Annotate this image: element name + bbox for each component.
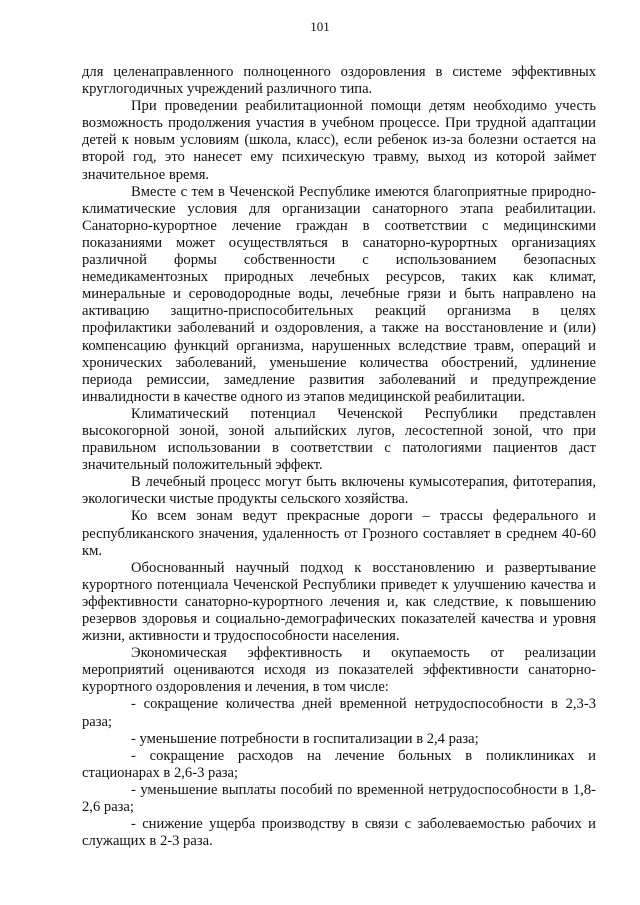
- paragraph: Обоснованный научный подход к восстановлению и развертывание курортного потенциала Чеченской Республики приведет к улучшению качества и эффективности санаторно-курортного лечения и, как следствие, к повышению резервов здоровья и социально-демографических показателей качества и уровня жизни, активности и трудоспособности населения.: [82, 559, 596, 645]
- paragraph: Ко всем зонам ведут прекрасные дороги – трассы федерального и республиканского значения, удаленность от Грозного составляет в среднем 40-60 км.: [82, 508, 596, 559]
- page-number: 101: [310, 19, 330, 34]
- list-item: - снижение ущерба производству в связи с заболеваемостью рабочих и служащих в 2-3 раза.: [82, 816, 596, 850]
- list-item: - уменьшение выплаты пособий по временной нетрудоспособности в 1,8-2,6 раза;: [82, 781, 596, 816]
- list-item: - сокращение расходов на лечение больных в поликлиниках и стационарах в 2,6-3 раза;: [82, 747, 596, 781]
- list-item: - уменьшение потребности в госпитализации в 2,4 раза;: [131, 730, 479, 747]
- paragraph: Климатический потенциал Чеченской Республики представлен высокогорной зоной, зоной альпийских лугов, лесостепной зоной, что при правильном использовании в соответствии с патологиями пациентов даст значительный положительный эффект.: [82, 405, 596, 474]
- paragraph: В лечебный процесс могут быть включены кумысотерапия, фитотерапия, экологически чистые продукты сельского хозяйства.: [82, 474, 596, 508]
- paragraph: Вместе с тем в Чеченской Республике имеются благоприятные природно-климатические условия для организации санаторного этапа реабилитации. Санаторно-курортное лечение граждан в соответствии с медицинскими показаниями может осуществляться в санаторно-курортных организациях различной формы собственности с использованием безопасных немедикаментозных природных лечебных ресурсов, таких как климат, минеральные и сероводородные воды, лечебные грязи и быть направлено на активацию защитно-приспособительных реакций организма в целях профилактики заболеваний и оздоровления, а также на восстановление и (или) компенсацию функций организма, нарушенных вследствие травм, операций и хронических заболеваний, уменьшение количества обострений, удлинение периода ремиссии, замедление развития заболеваний и предупреждение инвалидности в качестве одного из этапов медицинской реабилитации.: [82, 183, 596, 405]
- paragraph: При проведении реабилитационной помощи детям необходимо учесть возможность продолжения участия в учебном процессе. При трудной адаптации детей к новым условиям (школа, класс), если ребенок из-за болезни остается на второй год, это нанесет ему психическую травму, выход из которой займет значительное время.: [82, 98, 596, 183]
- body-text: [82, 64, 596, 850]
- paragraph: для целенаправленного полноценного оздоровления в системе эффективных круглогодичных учреждений различного типа.: [82, 64, 596, 98]
- list-item: - сокращение количества дней временной нетрудоспособности в 2,3-3 раза;: [82, 696, 596, 730]
- paragraph: Экономическая эффективность и окупаемость от реализации мероприятий оцениваются исходя из показателей эффективности санаторно-курортного оздоровления и лечения, в том числе:: [82, 645, 596, 696]
